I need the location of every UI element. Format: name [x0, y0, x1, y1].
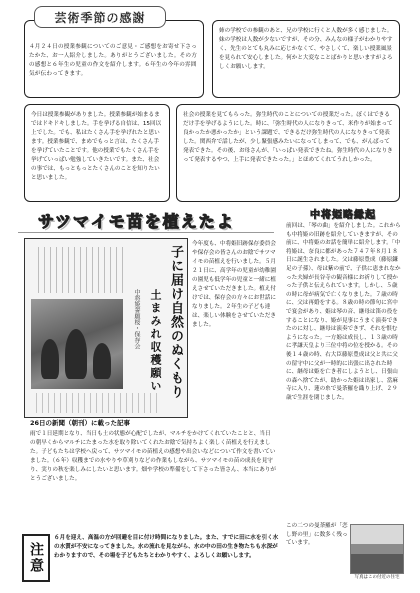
- parent-feedback-box: [24, 20, 204, 98]
- legend-article-text: 前回は、「琴の曲」を紹介しました。これからも中将姫の旧跡を紹介していきますが、その前に、中将姫のお話を簡単に紹介します。「中将姫は、奈良に都があった７４７年８月１８日に誕生されました。父は藤原豊成（藤原鎌足の子孫）、母は紫の前で、子供に恵まれなかった夫婦が長谷寺の観音様にお祈りして授かった子供と伝えられています。しかし、５歳の時に母が病気で亡くなりました。７歳の時に、父は再婚をする。８歳の時の節句に宮中で宴会があり、姫は琴の音、継母は笛の役をすることになり、姫が見事にうまく演奏できたのに対し、継母は演奏できず、それを恨むようになった。一方姫は成長し、１３歳の時に孝謙天皇より三位中将の位を授かる。その後１４歳の時、右大臣藤原豊成は父と共に父の留守中に父が一時的に出張に出された時に、継母は姫を亡き者にしようとし、日張山の森へ捨てたが、助かった姫は出家し、當麻寺に入り、蓮の糸で曼荼羅を織り上げ、２９歳で生涯を閉じました。: [286, 223, 401, 401]
- student-essay-text-2: 社会の授業を見てもらった。弥生時代のことについての授業だった。ぼくはできるだけ手を挙げるようにした。時に、「弥生時代の人になりきって、米作りが始まって良かったか悪かったか」という課題で、できるだけ弥生時代の人になりきって発表した。関西弁で話したが、少し緊張感みたいになってしまって、でも、がんばって発表できた。その後、お母さんが、「いっぱい発表できたね。弥生時代の人になりきって発表するやつ、上手に発表できたった。」とほめてくれてうれしかった。: [183, 112, 393, 163]
- child-figure: [93, 343, 111, 379]
- sweet-potato-title: サツマイモ苗を植えたよ: [38, 212, 235, 231]
- clipping-text-block-bottom: [31, 393, 161, 413]
- clipping-headline-large: 子に届け自然のぬくもり: [168, 245, 183, 399]
- section-banner: [34, 6, 166, 28]
- student-essay-text-1: 今日は授業参観がありました。授業参観が始まるまではドキドキしました。手を挙げる自信は、15回以上でした。でも、私はたくさん手を挙げれたと思います。授業参観で、まめでもっと言は、たくさん手を挙げていたことです。他の授業でもたくさん手を挙げていっぱい勉強していきたいです。また、社会の事では、もっともっとたくさんのことを知りたいと思いました。: [31, 112, 162, 181]
- landscape-photo-caption: 写真はこの付近の住宅: [354, 575, 400, 580]
- legend-article-title: 中将姫略縁起: [310, 210, 376, 221]
- clipping-headline-small: 土まみれ収穫願い: [149, 289, 162, 393]
- student-essay-box-1: [24, 104, 170, 202]
- sweet-potato-intro-text: 今年度も、中将姫旧跡保存委員会や保存会の皆さんのお陰でサツマイモの苗植えを行いました。５月２１日に、高学年の児童が幼稚園の園児も低学年の児童と一緒に植えさせていただきました。植え付けでは、保存会の方々にお世話になりました。２年生の子ども達は、楽しい体験をさせていただきました。: [192, 241, 276, 328]
- newspaper-clipping: [24, 238, 188, 418]
- parent-comment-box: [212, 20, 400, 98]
- child-figure: [65, 329, 87, 379]
- clipping-text-block: [33, 247, 123, 293]
- legend-article-closing: この二つの曼荼羅が「恋し野の里」に数多く残っています。: [286, 523, 348, 547]
- parent-comment-text: 姉の学校での参観のあと、兄の学校に行くと人数が多く感じました。妹の学校は人数が少ないですが、その分、みんなの様子がわかりやすく、先生のとても丸みに応じかなくて、やさしくて、楽しい授業風景を見られて安心しました。何かと大変なことばかりと思いますがよろしくお願いします。: [219, 28, 393, 70]
- parent-feedback-text: ４月２４日の授業参観についてのご意見・ご感想をお寄せ下さったかた、お一人紹介しました。ありがとうございました。その方の感想と６年生の児童の作文を紹介します。６年生の今年の雰囲気が伝わってきます。: [29, 44, 198, 77]
- sweet-potato-headline: [18, 206, 274, 233]
- notice-text: ６月を迎え、高温の方が回避を目に付け時間になりました。また、すでに田に水を引く水の水質が不安になってきました。水の流れを見ながら、水の中の田の生き物たちも水深がわかりますので、その場を子どもたちとわかりやすく、よろしくお願いします。: [54, 535, 279, 559]
- clipping-subhead: 中将姫誓願桜・保存会: [133, 289, 140, 349]
- section-banner-title: 芸術季節の感謝: [54, 10, 146, 25]
- clipping-caption: 26日の新聞（朝刊）に載った記事: [30, 419, 131, 427]
- sweet-potato-body-text: 雨で１日延期となり、当日も土の状態が心配でしたが、マルチをかけてくれていたことと、当日の朝早くからマルチにたまった水を取り除いてくれたお陰で気持ちよく楽しく苗植えを行えました。子どもたちは学校へ戻って、サツマイモの苗植えの感想や出会いなどについて作文を書いていました。（６年）収穫までの水やりや草刈りなどの作業もしながら、サツマイモの苗の成長を見守り、実りの秋を楽しみにしたいと思います。畑や学校の準備をして下さった皆さん、本当にありがとうございました。: [30, 431, 277, 482]
- notice-label: 注意: [22, 534, 50, 582]
- landscape-photo: [350, 524, 404, 574]
- student-essay-box-2: [176, 104, 400, 202]
- child-figure: [41, 339, 59, 379]
- clipping-photo: [31, 299, 123, 389]
